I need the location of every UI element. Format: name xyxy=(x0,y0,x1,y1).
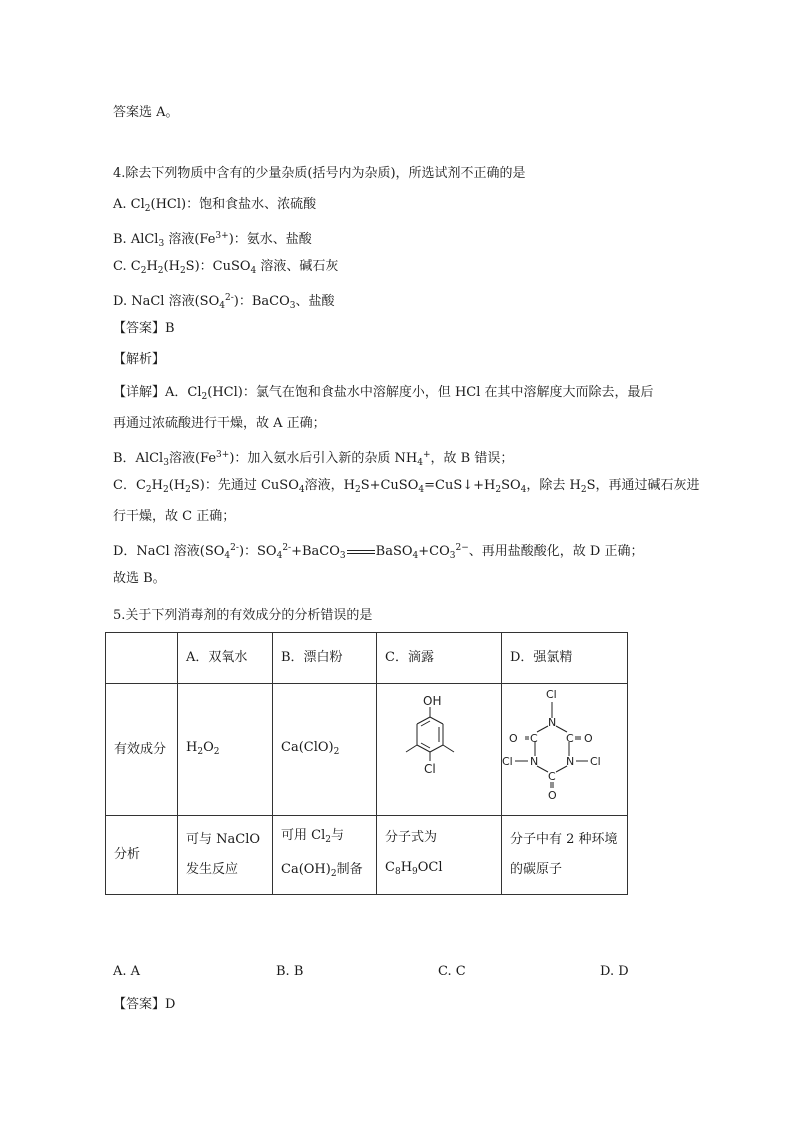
table-row-analysis xyxy=(106,816,628,895)
q5-answer xyxy=(113,995,175,1015)
q4-answer xyxy=(113,319,175,339)
table-header-b: B．漂白粉 xyxy=(273,633,377,684)
row-label-ingredient: 有效成分 xyxy=(106,684,178,816)
choice-d: D. D xyxy=(600,964,629,979)
table-corner-cell xyxy=(106,633,178,684)
cell-a-ingredient: $H_2O_2$ xyxy=(178,684,273,816)
atom-o-left: O xyxy=(509,732,518,745)
atom-n-top: N xyxy=(548,716,557,729)
trichloroisocyanuric-acid-structure-diagram xyxy=(502,684,627,803)
atom-n-right: N xyxy=(566,755,575,768)
previous-answer-line: 答案选 A。 xyxy=(113,105,179,120)
q4-choose: 故选 B。 xyxy=(113,571,166,586)
q4-stem: 4.除去下列物质中含有的少量杂质(括号内为杂质)，所选试剂不正确的是 xyxy=(113,166,526,181)
table-header-a: A．双氧水 xyxy=(178,633,273,684)
table-header-row xyxy=(106,633,628,684)
equilibrium-arrow-icon xyxy=(346,548,376,556)
table-row-ingredient xyxy=(106,684,628,816)
q4-option-a: A. $Cl_2(HCl)$：饱和食盐水、浓硫酸 xyxy=(113,197,317,214)
q4-detail-a-line2: 再通过浓硫酸进行干燥，故 A 正确； xyxy=(113,416,326,431)
detail-tag: 【详解】 xyxy=(113,385,166,400)
atom-cl-top: Cl xyxy=(546,688,557,701)
atom-cl-right: Cl xyxy=(590,755,601,768)
atom-o-right: O xyxy=(584,732,593,745)
choice-a: A. A xyxy=(113,964,141,979)
atom-c-left: C xyxy=(530,732,538,745)
answer-value: D xyxy=(165,997,176,1012)
q4-option-d: D. NaCl 溶液$(SO_4^{2-})$：BaCO$_3$、盐酸 xyxy=(113,293,335,311)
q4-detail-d: D．NaCl 溶液$(SO_4^{2-})$：$SO_4^{2-}+BaCO_3$ $BaSO_4+CO_3^{2-}$、再用盐酸酸化，故 D 正确； xyxy=(113,543,644,561)
q5-stem: 5.关于下列消毒剂的有效成分的分析错误的是 xyxy=(113,608,373,623)
cell-d-analysis: 分子中有 2 种环境 的碳原子 xyxy=(502,816,628,895)
answer-tag: 【答案】 xyxy=(113,321,166,336)
cell-d-structure xyxy=(502,684,628,816)
choice-b: B. B xyxy=(276,964,304,979)
q4-detail-c-line1: C．$C_2H_2(H_2S)$：先通过 CuSO$_4$溶液，$H_2S+CuSO_4=CuS↓+H_2SO_4$，除去 $H_2S$，再通过碱石灰进 xyxy=(113,478,700,495)
row-label-analysis: 分析 xyxy=(106,816,178,895)
chloroxylenol-structure-diagram xyxy=(377,684,501,803)
q4-option-c: C. $C_2H_2(H_2S)$：CuSO$_4$ 溶液、碱石灰 xyxy=(113,259,339,276)
answer-tag: 【答案】 xyxy=(113,997,166,1012)
table-header-c: C．滴露 xyxy=(377,633,502,684)
q4-detail-c-line2: 行干燥，故 C 正确； xyxy=(113,509,236,524)
oh-group-label: OH xyxy=(423,694,442,708)
atom-c-right: C xyxy=(566,732,574,745)
cell-b-ingredient: $Ca(ClO)_2$ xyxy=(273,684,377,816)
answer-value: B xyxy=(165,321,175,336)
q4-detail-b: B．AlCl$_3$溶液$(Fe^{3+})$：加入氨水后引入新的杂质 $NH_4^+$，故 B 错误； xyxy=(113,450,514,468)
disinfectant-table xyxy=(105,632,628,895)
q4-option-b: B. AlCl$_3$ 溶液$(Fe^{3+})$：氨水、盐酸 xyxy=(113,231,312,249)
atom-n-left: N xyxy=(530,755,539,768)
q4-detail-a-line1: 【详解】A．$Cl_2(HCl)$：氯气在饱和食盐水中溶解度小，但 HCl 在其中溶解度大而除去，最后 xyxy=(113,385,654,402)
atom-cl-left: Cl xyxy=(502,755,513,768)
cl-atom-label: Cl xyxy=(424,762,436,776)
choice-c: C. C xyxy=(438,964,466,979)
cell-c-analysis: 分子式为 $C_8H_9OCl$ xyxy=(377,816,502,895)
q4-analysis-tag: 【解析】 xyxy=(113,352,166,367)
cell-a-analysis: 可与 NaClO 发生反应 xyxy=(178,816,273,895)
atom-c-bottom: C xyxy=(548,770,556,783)
table-header-d: D．强氯精 xyxy=(502,633,628,684)
atom-o-bottom: O xyxy=(548,789,557,802)
cell-c-structure xyxy=(377,684,502,816)
cell-b-analysis: 可用 $Cl_2$与 $Ca(OH)_2$制备 xyxy=(273,816,377,895)
